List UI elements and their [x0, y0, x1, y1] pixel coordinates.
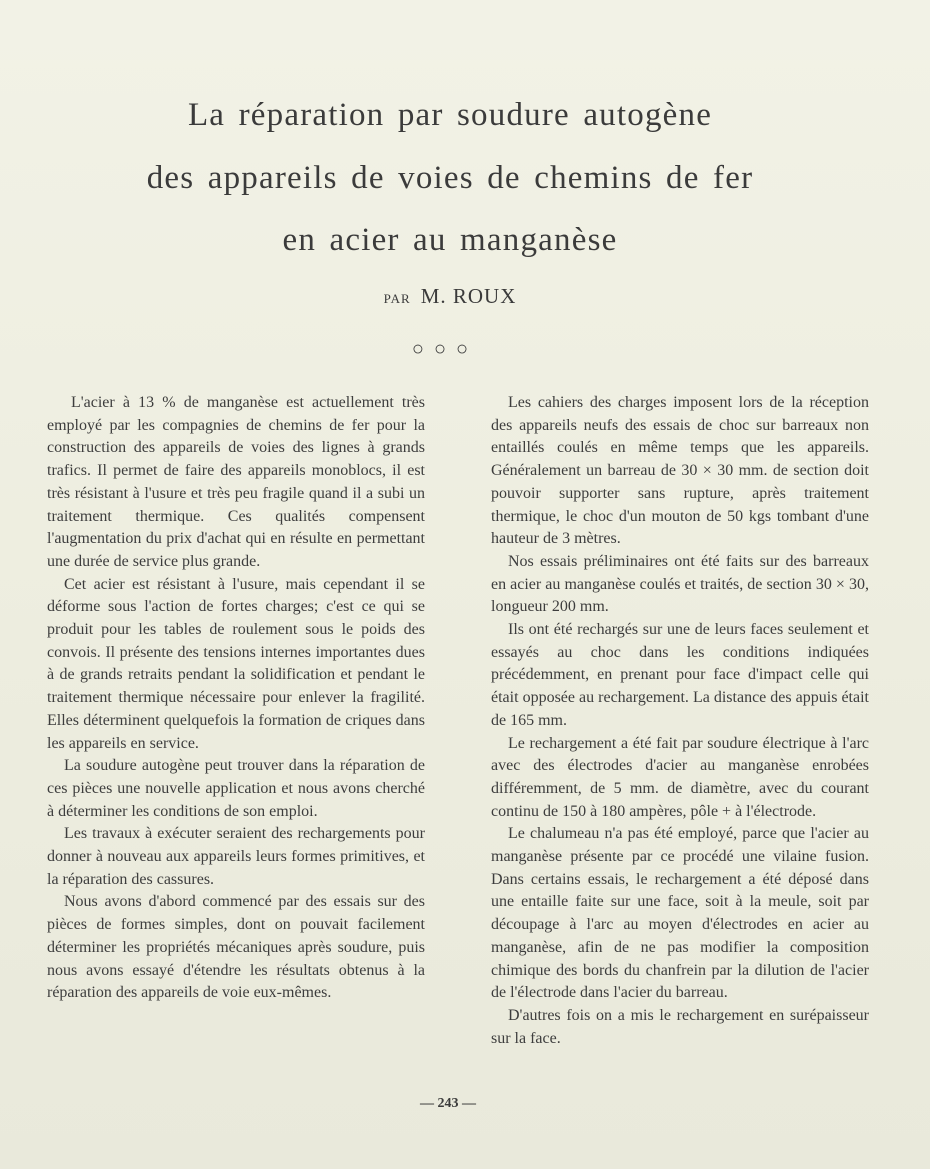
paragraph: D'autres fois on a mis le rechargement en surépaisseur sur la face. [491, 1006, 869, 1047]
article-title-line-2: des appareils de voies de chemins de fer [146, 160, 754, 196]
paragraph: Les cahiers des charges imposent lors de la réception des appareils neufs des essais de choc sur barreaux non entaillés coulés en même temps que les appareils. Généralement un barreau de 30 × 30 mm. de section doit pouvoir supporter sans rupture, après traitement thermique, le choc d'un mouton de 50 kgs tombant d'une hauteur de 3 mètres. [491, 394, 869, 548]
paragraph: Ils ont été rechargés sur une de leurs faces seulement et essayés au choc dans les conditions indiquées précédemment, en prenant pour face d'impact celle qui était opposée au rechargement. La distance des appuis était de 165 mm. [491, 621, 869, 729]
page-number: — 243 — [420, 1096, 476, 1111]
paragraph: Nos essais préliminaires ont été faits sur des barreaux en acier au manganèse coulés et traités, de section 30 × 30, longueur 200 mm. [491, 552, 869, 616]
paragraph: Les travaux à exécuter seraient des rechargements pour donner à nouveau aux appareils leurs formes primitives, et la réparation des cassures. [47, 825, 425, 888]
text-column-left [47, 392, 425, 1005]
paragraph: La soudure autogène peut trouver dans la réparation de ces pièces une nouvelle application et nous avons cherché à déterminer les conditions de son emploi. [47, 757, 425, 820]
paragraph: L'acier à 13 % de manganèse est actuellement très employé par les compagnies de chemins de fer pour la construction des appareils de voies des lignes à grands trafics. Il permet de faire des appareils monoblocs, il est très résistant à l'usure et très peu fragile quand il a subi un traitement thermique. Ces qualités compensent l'augmentation du prix d'achat qui en résulte en permettant une durée de service plus grande. [47, 394, 425, 570]
paragraph: Cet acier est résistant à l'usure, mais cependant il se déforme sous l'action de fortes charges; c'est ce qui se produit pour les tables de roulement sous le poids des convois. Il présente des tensions internes importantes dues à de grands retraits pendant la solidification et pendant le traitement thermique nécessaire pour enlever la fragilité. Elles déterminent quelquefois la formation de criques dans les appareils en service. [47, 575, 425, 752]
article-title-line-1: La réparation par soudure autogène [187, 97, 713, 133]
section-ornament: ○○○ [411, 338, 479, 360]
text-column-right [491, 392, 869, 1050]
paragraph: Le chalumeau n'a pas été employé, parce que l'acier au manganèse présente par ce procédé une vilaine fusion. Dans certains essais, le rechargement a été déposé dans une entaille faite sur une face, soit à la meule, soit par découpage à l'arc au moyen d'électrodes en acier au manganèse, afin de ne pas modifier la composition chimique des bords du chanfrein par la dilution de l'acier de l'électrode dans l'acier du barreau. [491, 825, 869, 1002]
paragraph: Nous avons d'abord commencé par des essais sur des pièces de formes simples, dont on pouvait facilement déterminer les propriétés mécaniques après soudure, puis nous avons essayé d'étendre les résultats obtenus à la réparation des appareils de voie eux-mêmes. [47, 893, 425, 1002]
author-name: M. ROUX [420, 284, 517, 308]
article-title-line-3: en acier au manganèse [282, 222, 618, 258]
byline [0, 284, 900, 309]
byline-prefix: PAR [383, 291, 411, 306]
paragraph: Le rechargement a été fait par soudure électrique à l'arc avec des électrodes d'acier au manganèse enrobées différemment, de 5 mm. de diamètre, avec du courant continu de 150 à 180 ampères, pôle + à l'électrode. [491, 734, 869, 820]
